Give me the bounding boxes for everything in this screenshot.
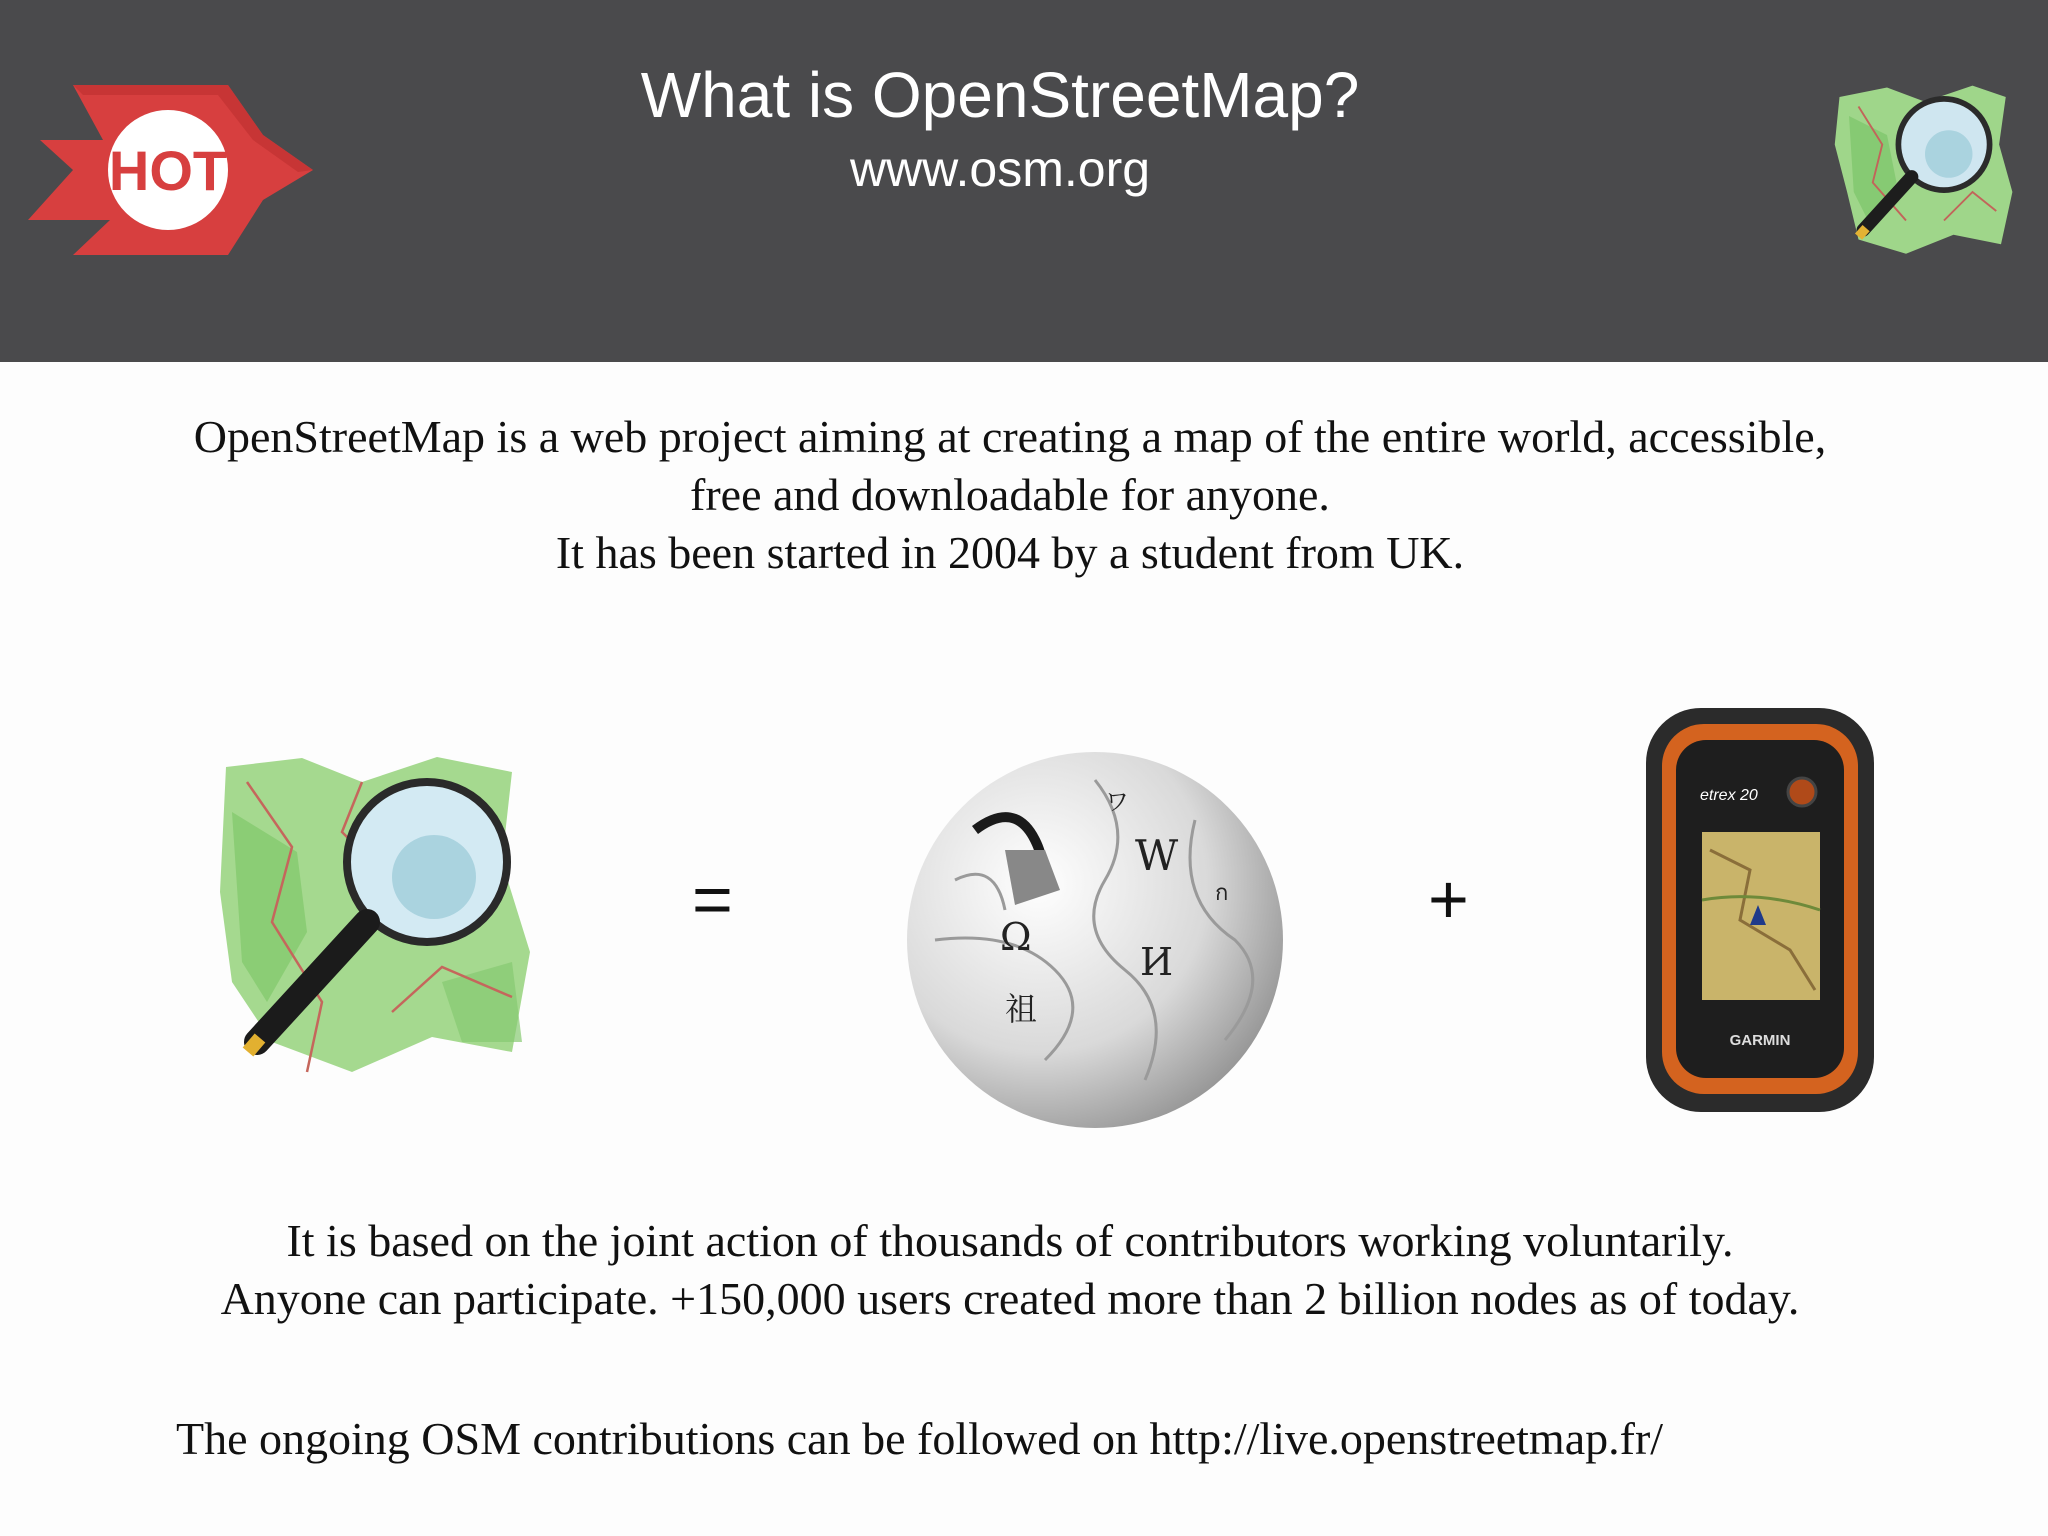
svg-text:W: W bbox=[1135, 831, 1179, 880]
contributors-paragraph bbox=[100, 1212, 1920, 1328]
intro-line: It has been started in 2004 by a student from UK. bbox=[555, 527, 1465, 578]
slide-header bbox=[0, 0, 2048, 362]
wikipedia-globe-icon bbox=[895, 740, 1295, 1130]
svg-text:祖: 祖 bbox=[1005, 990, 1038, 1028]
equals-sign: = bbox=[692, 860, 733, 938]
intro-line: free and downloadable for anyone. bbox=[690, 469, 1330, 520]
intro-line: OpenStreetMap is a web project aiming at creating a map of the entire world, accessible, bbox=[193, 411, 1827, 462]
gps-model-label: etrex 20 bbox=[1700, 787, 1758, 804]
hot-logo-text: HOT bbox=[108, 139, 228, 202]
svg-text:И: И bbox=[1140, 940, 1174, 984]
contributors-line: Anyone can participate. +150,000 users created more than 2 billion nodes as of today. bbox=[220, 1273, 1800, 1324]
slide-subtitle: www.osm.org bbox=[849, 141, 1151, 197]
svg-text:ก: ก bbox=[1215, 881, 1229, 906]
svg-text:ワ: ワ bbox=[1105, 788, 1129, 816]
osm-logo-icon bbox=[1830, 78, 2020, 268]
openstreetmap-logo-icon bbox=[212, 752, 552, 1092]
live-contributions-text: The ongoing OSM contributions can be followed on http://live.openstreetmap.fr/ bbox=[176, 1413, 1664, 1464]
svg-text:Ω: Ω bbox=[1000, 915, 1032, 959]
garmin-gps-device-icon bbox=[1640, 700, 1880, 1120]
gps-brand-label: GARMIN bbox=[1729, 1032, 1791, 1049]
slide-title: What is OpenStreetMap? bbox=[640, 59, 1360, 131]
plus-sign: + bbox=[1428, 860, 1469, 938]
intro-paragraph bbox=[100, 408, 1920, 582]
contributors-line: It is based on the joint action of thousands of contributors working voluntarily. bbox=[286, 1215, 1734, 1266]
